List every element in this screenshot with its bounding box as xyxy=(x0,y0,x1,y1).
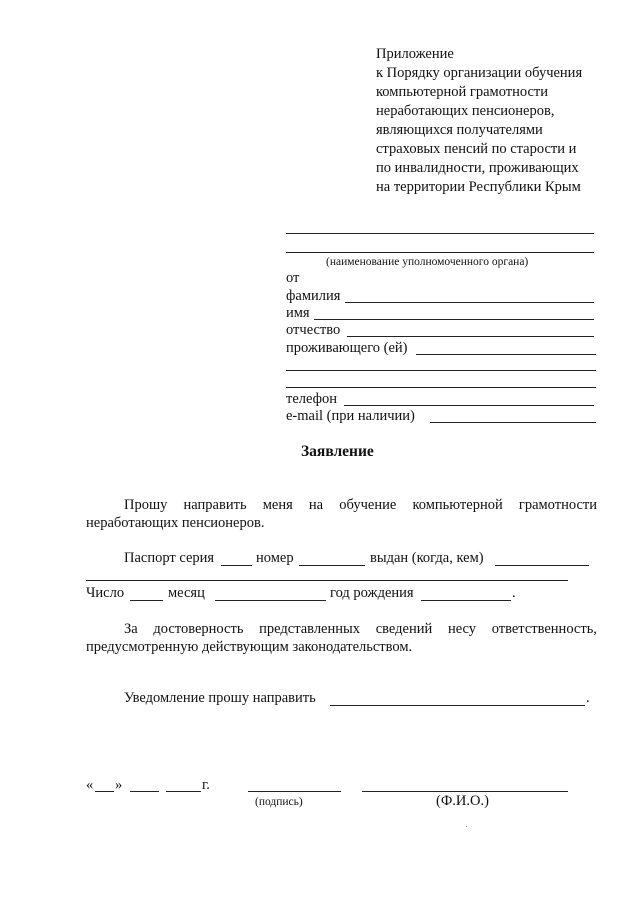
appendix-note xyxy=(376,45,616,195)
passport-number-field[interactable] xyxy=(299,565,365,566)
signature-caption: (подпись) xyxy=(255,796,303,808)
appendix-line: по инвалидности, проживающих xyxy=(376,160,579,176)
patronymic-field[interactable] xyxy=(347,336,594,337)
liability-word: представленных xyxy=(259,621,360,637)
residing-field[interactable] xyxy=(416,354,596,355)
fio-caption: (Ф.И.О.) xyxy=(436,793,489,809)
date-day-field[interactable] xyxy=(95,791,114,792)
surname-field[interactable] xyxy=(345,302,594,303)
liability-word: несу xyxy=(447,621,477,637)
appendix-line: страховых пенсий по старости и xyxy=(376,141,577,157)
passport-issued-continuation[interactable] xyxy=(86,580,568,581)
date-open-quote: « xyxy=(86,777,94,793)
liability-line-1 xyxy=(124,621,597,638)
passport-series-field[interactable] xyxy=(221,565,252,566)
date-month-field[interactable] xyxy=(130,791,159,792)
birth-day-field[interactable] xyxy=(130,600,163,601)
notification-end-dot: . xyxy=(586,690,590,706)
authority-name-line-2[interactable] xyxy=(286,252,594,253)
phone-label: телефон xyxy=(286,391,338,407)
request-line-2: неработающих пенсионеров. xyxy=(86,515,265,531)
birth-year-field[interactable] xyxy=(421,600,511,601)
appendix-line: компьютерной грамотности xyxy=(376,84,548,100)
request-word: грамотности xyxy=(518,497,597,513)
email-label: e-mail (при наличии) xyxy=(286,408,415,424)
appendix-line: на территории Республики Крым xyxy=(376,179,581,195)
address-line-2[interactable] xyxy=(286,387,596,388)
scan-speck xyxy=(466,826,467,827)
name-field[interactable] xyxy=(314,319,594,320)
request-word: меня xyxy=(262,497,293,513)
request-word: Прошу xyxy=(124,497,168,513)
passport-issued-label: выдан (когда, кем) xyxy=(370,550,484,566)
authority-caption: (наименование уполномоченного органа) xyxy=(326,256,529,268)
request-line-1 xyxy=(124,497,597,514)
date-year-suffix: г. xyxy=(202,777,210,793)
appendix-line: к Порядку организации обучения xyxy=(376,65,583,81)
liability-word: достоверность xyxy=(153,621,244,637)
surname-label: фамилия xyxy=(286,288,341,304)
date-year-field[interactable] xyxy=(166,791,201,792)
liability-line-2: предусмотренную действующим законодательством. xyxy=(86,639,413,655)
appendix-line: являющихся получателями xyxy=(376,122,543,138)
passport-series-label: Паспорт серия xyxy=(124,550,215,566)
phone-field[interactable] xyxy=(344,405,594,406)
birth-month-label: месяц xyxy=(168,585,205,601)
liability-word: ответственность, xyxy=(491,621,597,637)
birth-end-dot: . xyxy=(512,585,516,601)
request-word: направить xyxy=(183,497,247,513)
authority-name-line-1[interactable] xyxy=(286,233,594,234)
passport-issued-field[interactable] xyxy=(495,565,589,566)
request-word: обучение xyxy=(339,497,397,513)
document-title: Заявление xyxy=(301,443,374,460)
notification-label: Уведомление прошу направить xyxy=(124,690,316,706)
request-word: компьютерной xyxy=(412,497,503,513)
liability-word: За xyxy=(124,621,138,637)
email-field[interactable] xyxy=(430,422,596,423)
signature-field[interactable] xyxy=(248,791,341,792)
appendix-line: неработающих пенсионеров, xyxy=(376,103,555,119)
notification-field[interactable] xyxy=(330,705,585,706)
fio-field[interactable] xyxy=(362,791,568,792)
date-close-quote: » xyxy=(115,777,123,793)
request-word: на xyxy=(308,497,324,513)
birth-year-label: год рождения xyxy=(330,585,414,601)
from-label: от xyxy=(286,270,300,286)
name-label: имя xyxy=(286,305,310,321)
patronymic-label: отчество xyxy=(286,322,341,338)
passport-number-label: номер xyxy=(256,550,294,566)
birth-day-label: Число xyxy=(86,585,125,601)
appendix-line: Приложение xyxy=(376,46,454,62)
liability-word: сведений xyxy=(375,621,433,637)
residing-label: проживающего (ей) xyxy=(286,340,408,356)
birth-month-field[interactable] xyxy=(215,600,326,601)
address-line-1[interactable] xyxy=(286,370,596,371)
